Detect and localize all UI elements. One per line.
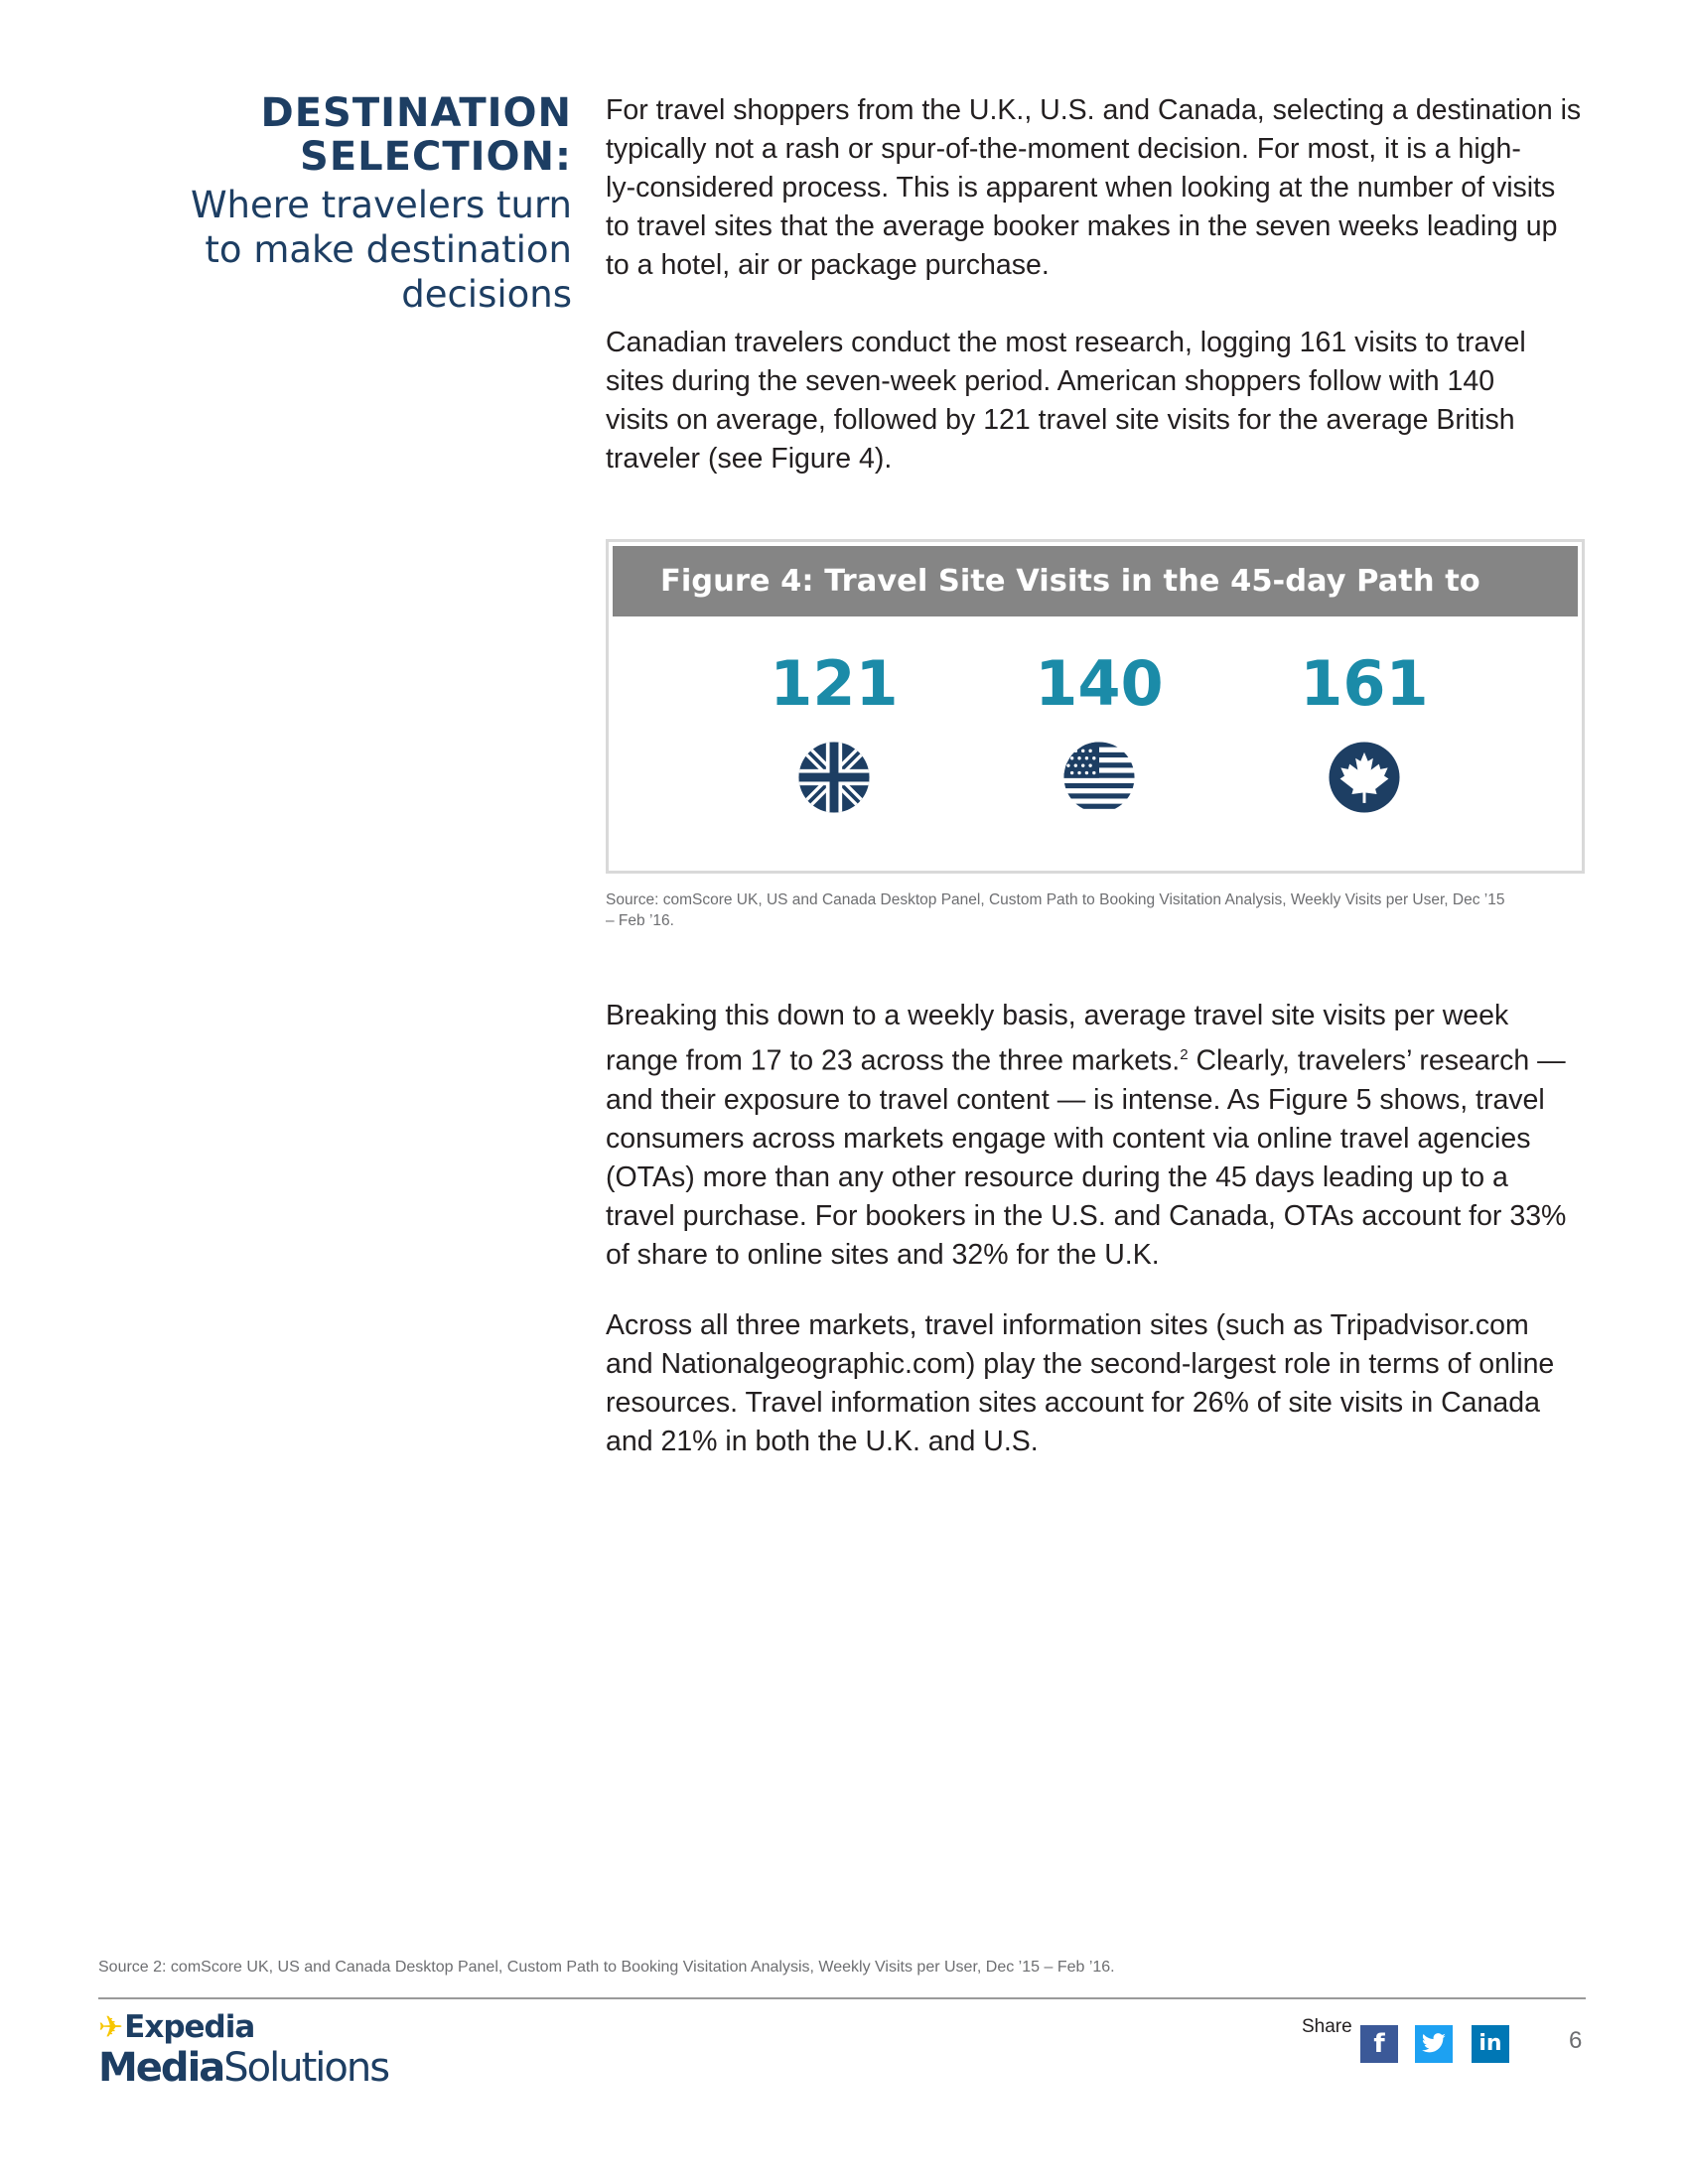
stat-value-canada: 161	[1300, 647, 1429, 720]
text-segment: range from 17 to 23 across the three markets.	[606, 1044, 1181, 1077]
text-line: to a hotel, air or package purchase.	[606, 249, 1050, 281]
canada-flag-icon	[1328, 741, 1401, 814]
stat-us	[1000, 649, 1198, 814]
paragraph-4	[606, 1306, 1599, 1461]
figure-4	[606, 539, 1585, 874]
expedia-logo	[98, 2009, 436, 2089]
twitter-share-button[interactable]	[1415, 2025, 1453, 2063]
text-line: Canadian travelers conduct the most research, logging 161 visits to travel	[606, 327, 1526, 358]
footnote-ref: 2	[1180, 1046, 1189, 1063]
twitter-icon	[1421, 2033, 1447, 2055]
logo-line-2	[98, 2045, 388, 2091]
stat-uk	[735, 649, 933, 814]
footer-divider	[98, 1997, 1586, 1999]
figure-source	[606, 889, 1585, 931]
text-line: and their exposure to travel content — is intense. As Figure 5 shows, travel	[606, 1083, 1545, 1116]
page-number: 6	[1569, 2027, 1583, 2054]
paragraph-2	[606, 324, 1599, 478]
linkedin-share-button[interactable]	[1472, 2025, 1509, 2063]
plane-icon: ✈	[98, 2010, 123, 2045]
linkedin-icon: in	[1478, 2031, 1502, 2056]
facebook-icon: f	[1373, 2029, 1385, 2059]
stat-value-us: 140	[1035, 647, 1164, 720]
subheading-line-1: Where travelers turn	[190, 184, 572, 226]
logo-text-media: Media	[98, 2045, 224, 2091]
stat-value-uk: 121	[770, 647, 899, 720]
paragraph-3	[606, 997, 1599, 1275]
paragraph-1	[606, 91, 1599, 285]
text-line: and 21% in both the U.K. and U.S.	[606, 1426, 1039, 1457]
text-line: Breaking this down to a weekly basis, average travel site visits per week	[606, 1000, 1509, 1031]
logo-text-expedia: Expedia	[124, 2009, 255, 2045]
text-line: travel purchase. For bookers in the U.S. and Canada, OTAs account for 33%	[606, 1199, 1567, 1232]
heading-line-1: DESTINATION	[260, 90, 572, 136]
us-flag-icon	[1062, 741, 1136, 814]
text-line: typically not a rash or spur-of-the-moment decision. For most, it is a high-	[606, 133, 1521, 165]
text-line: (OTAs) more than any other resource during the 45 days leading up to a	[606, 1160, 1508, 1193]
text-line: resources. Travel information sites account for 26% of site visits in Canada	[606, 1387, 1540, 1419]
section-heading	[139, 91, 572, 317]
stat-canada	[1265, 649, 1464, 814]
figure-source-line-1: Source: comScore UK, US and Canada Desktop Panel, Custom Path to Booking Visitation Analysis, Weekly Visits per User, Dec ’15	[606, 891, 1505, 908]
figure-source-line-2: – Feb ’16.	[606, 912, 674, 929]
text-line: ly-considered process. This is apparent when looking at the number of visits	[606, 172, 1556, 204]
facebook-share-button[interactable]	[1360, 2025, 1398, 2063]
logo-line-1	[98, 2009, 254, 2045]
text-line: and Nationalgeographic.com) play the second-largest role in terms of online	[606, 1348, 1555, 1380]
subheading-line-2: to make destination	[205, 228, 572, 271]
figure-title: Figure 4: Travel Site Visits in the 45-day Path to Purchase	[613, 546, 1578, 616]
text-line: traveler (see Figure 4).	[606, 443, 893, 475]
text-line: Across all three markets, travel information sites (such as Tripadvisor.com	[606, 1309, 1529, 1341]
text-line: to travel sites that the average booker makes in the seven weeks leading up	[606, 210, 1558, 242]
text-line	[606, 1035, 1599, 1081]
uk-flag-icon	[797, 741, 871, 814]
text-segment: Clearly, travelers’ research —	[1188, 1044, 1566, 1077]
share-label: Share	[1302, 2016, 1352, 2037]
text-line: sites during the seven-week period. American shoppers follow with 140	[606, 365, 1495, 397]
footnote-source: Source 2: comScore UK, US and Canada Desktop Panel, Custom Path to Booking Visitation Analysis, Weekly Visits per User, Dec ’15 – Feb ’16.	[98, 1959, 1115, 1976]
text-line: For travel shoppers from the U.K., U.S. and Canada, selecting a destination is	[606, 94, 1582, 126]
text-line: consumers across markets engage with content via online travel agencies	[606, 1122, 1531, 1155]
text-line: visits on average, followed by 121 travel site visits for the average British	[606, 404, 1515, 436]
heading-line-2: SELECTION:	[300, 134, 572, 180]
logo-text-solutions: Solutions	[223, 2045, 389, 2091]
subheading-line-3: decisions	[401, 273, 572, 316]
text-line: of share to online sites and 32% for the U.K.	[606, 1238, 1160, 1271]
